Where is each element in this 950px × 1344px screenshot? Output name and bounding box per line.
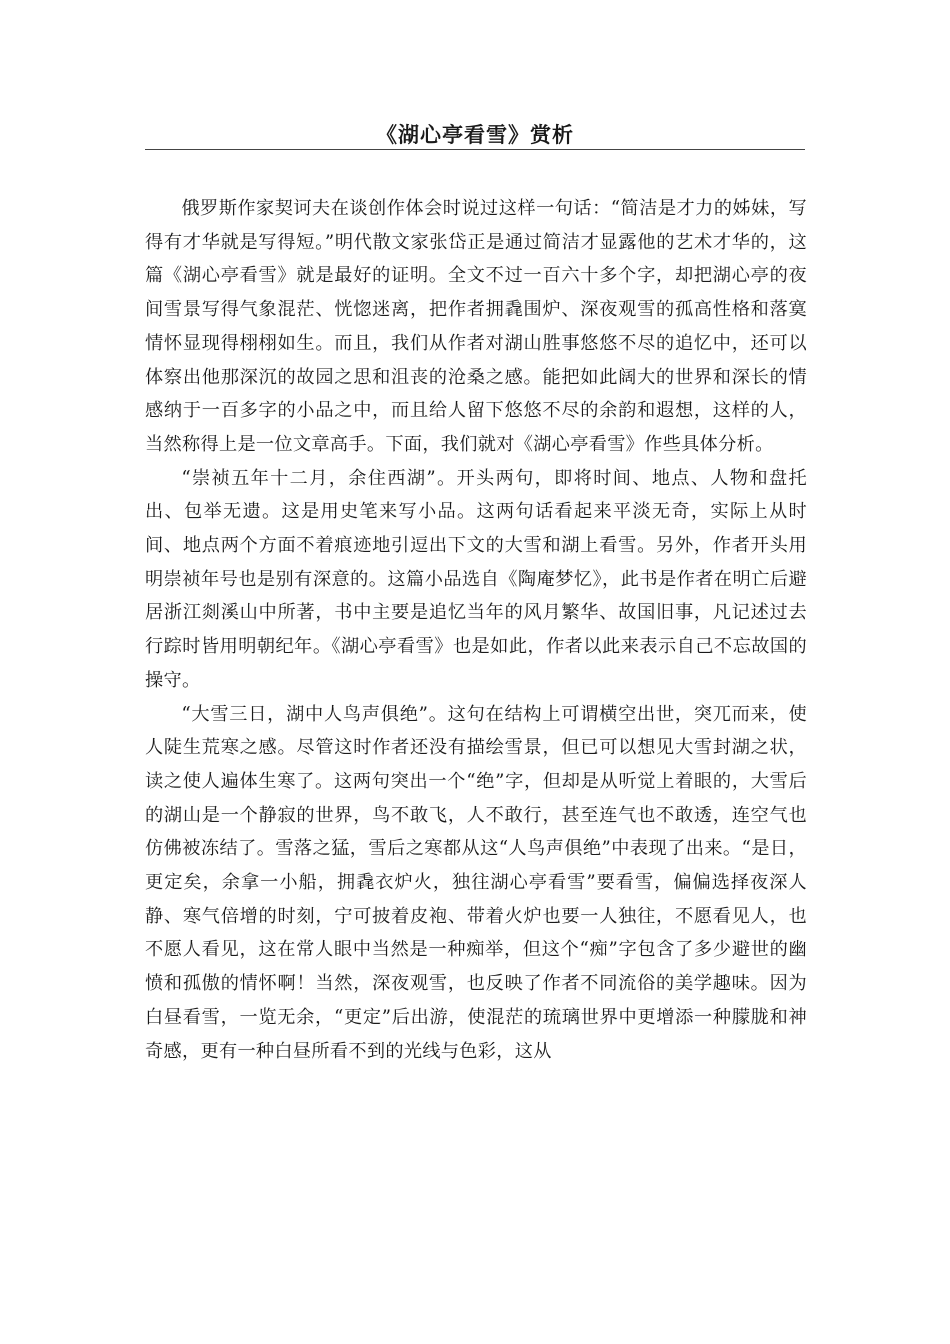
document-body [145, 192, 807, 1068]
paragraph: “大雪三日，湖中人鸟声俱绝”。这句在结构上可谓横空出世，突兀而来，使人陡生荒寒之感。尽管这时作者还没有描绘雪景，但已可以想见大雪封湖之状，读之使人遍体生寒了。这两句突出一个“绝”字，但却是从听觉上着眼的，大雪后的湖山是一个静寂的世界，鸟不敢飞，人不敢行，甚至连气也不敢透，连空气也仿佛被冻结了。雪落之猛，雪后之寒都从这“人鸟声俱绝”中表现了出来。“是日，更定矣，余拿一小船，拥毳衣炉火，独往湖心亭看雪”要看雪，偏偏选择夜深人静、寒气倍增的时刻，宁可披着皮袍、带着火炉也要一人独往，不愿看见人，也不愿人看见，这在常人眼中当然是一种痴举，但这个“痴”字包含了多少避世的幽愤和孤傲的情怀啊！当然，深夜观雪，也反映了作者不同流俗的美学趣味。因为白昼看雪，一览无余，“更定”后出游，使混茫的琉璃世界中更增添一种朦胧和神奇感，更有一种白昼所看不到的光线与色彩，这从 [145, 703, 807, 1062]
document-title: 《湖心亭看雪》赏析 [376, 122, 574, 147]
paragraph: “崇祯五年十二月，余住西湖”。开头两句，即将时间、地点、人物和盘托出、包举无遗。这是用史笔来写小品。这两句话看起来平淡无奇，实际上从时间、地点两个方面不着痕迹地引逗出下文的大雪和湖上看雪。另外，作者开头用明崇祯年号也是别有深意的。这篇小品选自《陶庵梦忆》，此书是作者在明亡后避居浙江剡溪山中所著，书中主要是追忆当年的风月繁华、故国旧事，凡记述过去行踪时皆用明朝纪年。《湖心亭看雪》也是如此，作者以此来表示自己不忘故国的操守。 [145, 467, 807, 691]
title-underline [145, 149, 805, 150]
paragraph: 俄罗斯作家契诃夫在谈创作体会时说过这样一句话：“简洁是才力的姊妹，写得有才华就是写得短。”明代散文家张岱正是通过简洁才显露他的艺术才华的，这篇《湖心亭看雪》就是最好的证明。全文不过一百六十多个字，却把湖心亭的夜间雪景写得气象混茫、恍惚迷离，把作者拥毳围炉、深夜观雪的孤高性格和落寞情怀显现得栩栩如生。而且，我们从作者对湖山胜事悠悠不尽的追忆中，还可以体察出他那深沉的故园之思和沮丧的沧桑之感。能把如此阔大的世界和深长的情感纳于一百多字的小品之中，而且给人留下悠悠不尽的余韵和遐想，这样的人，当然称得上是一位文章高手。下面，我们就对《湖心亭看雪》作些具体分析。 [145, 198, 807, 455]
